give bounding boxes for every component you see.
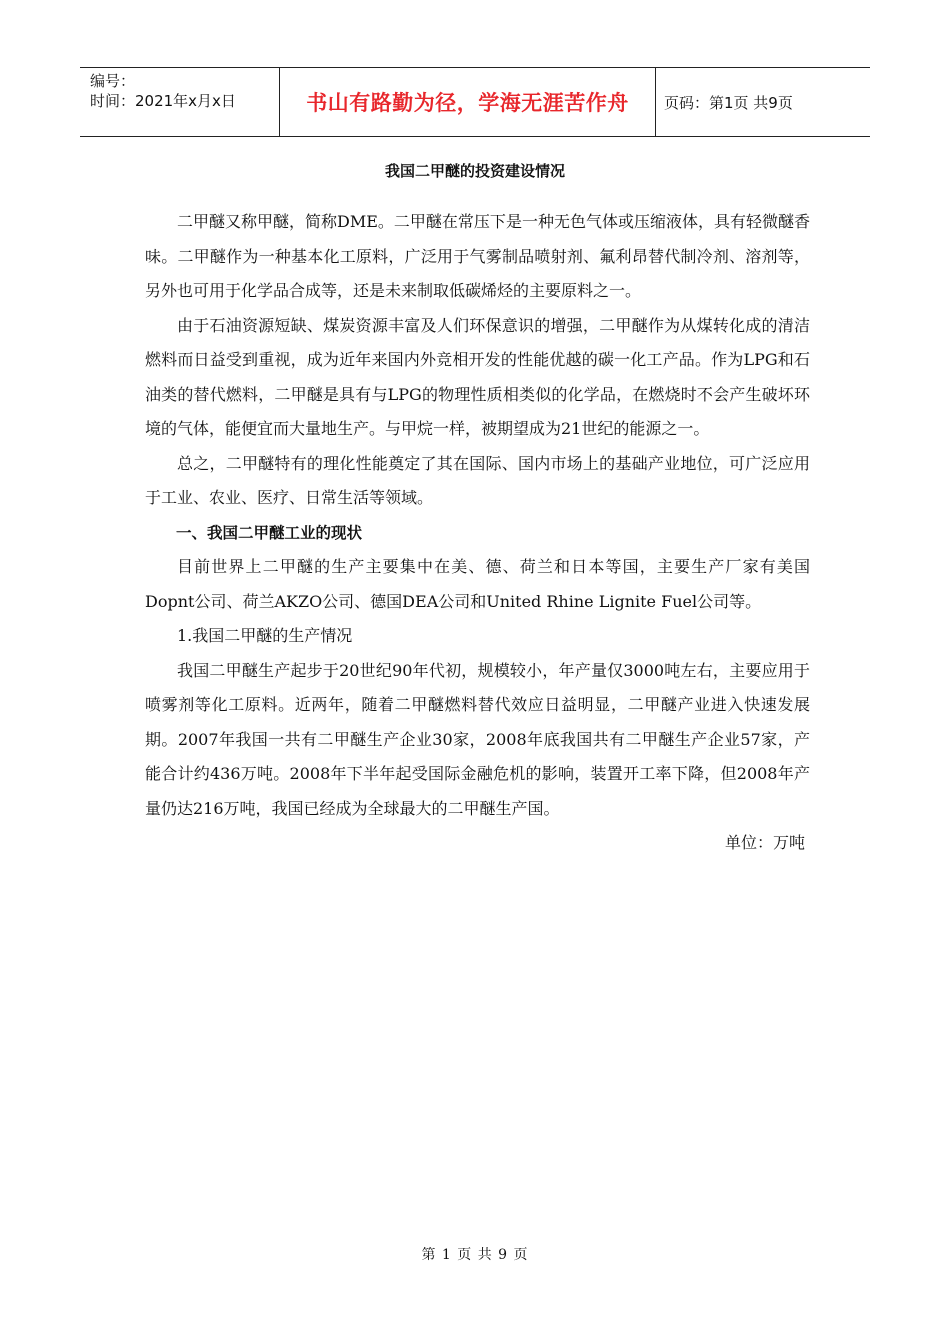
body-paragraph: 目前世界上二甲醚的生产主要集中在美、德、荷兰和日本等国，主要生产厂家有美国Dopnt公司、荷兰AKZO公司、德国DEA公司和United Rhine Lignite Fuel公司等。 bbox=[145, 557, 810, 611]
document-date-label: 时间：2021年x月x日 bbox=[90, 92, 236, 110]
page-header bbox=[80, 67, 870, 137]
body-paragraph: 由于石油资源短缺、煤炭资源丰富及人们环保意识的增强，二甲醚作为从煤转化成的清洁燃料而日益受到重视，成为近年来国内外竞相开发的性能优越的碳一化工产品。作为LPG和石油类的替代燃料，二甲醚是具有与LPG的物理性质相类似的化学品，在燃烧时不会产生破坏环境的气体，能便宜而大量地生产。与甲烷一样，被期望成为21世纪的能源之一。 bbox=[145, 315, 810, 438]
section-heading: 一、我国二甲醚工业的现状 bbox=[176, 523, 363, 542]
subsection-heading: 1.我国二甲醚的生产情况 bbox=[177, 626, 353, 645]
body-paragraph: 总之，二甲醚特有的理化性能奠定了其在国际、国内市场上的基础产业地位，可广泛应用于工业、农业、医疗、日常生活等领域。 bbox=[145, 453, 810, 507]
header-page-info: 页码：第1页 共9页 bbox=[664, 93, 793, 112]
document-body bbox=[145, 205, 810, 861]
body-paragraph: 二甲醚又称甲醚，简称DME。二甲醚在常压下是一种无色气体或压缩液体，具有轻微醚香味。二甲醚作为一种基本化工原料，广泛用于气雾制品喷射剂、氟利昂替代制冷剂、溶剂等，另外也可用于化学品合成等，还是未来制取低碳烯烃的主要原料之一。 bbox=[145, 212, 810, 300]
page-footer: 第 1 页 共 9 页 bbox=[421, 1247, 529, 1263]
document-title: 我国二甲醚的投资建设情况 bbox=[384, 162, 565, 180]
document-number-label: 编号： bbox=[90, 72, 136, 90]
header-motto: 书山有路勤为径，学海无涯苦作舟 bbox=[280, 68, 656, 136]
unit-label: 单位：万吨 bbox=[724, 833, 805, 852]
body-paragraph: 我国二甲醚生产起步于20世纪90年代初，规模较小，年产量仅3000吨左右，主要应用于喷雾剂等化工原料。近两年，随着二甲醚燃料替代效应日益明显，二甲醚产业进入快速发展期。2007年我国一共有二甲醚生产企业30家，2008年底我国共有二甲醚生产企业57家，产能合计约436万吨。2008年下半年起受国际金融危机的影响，装置开工率下降，但2008年产量仍达216万吨，我国已经成为全球最大的二甲醚生产国。 bbox=[145, 660, 810, 818]
header-meta-cell bbox=[80, 68, 280, 136]
